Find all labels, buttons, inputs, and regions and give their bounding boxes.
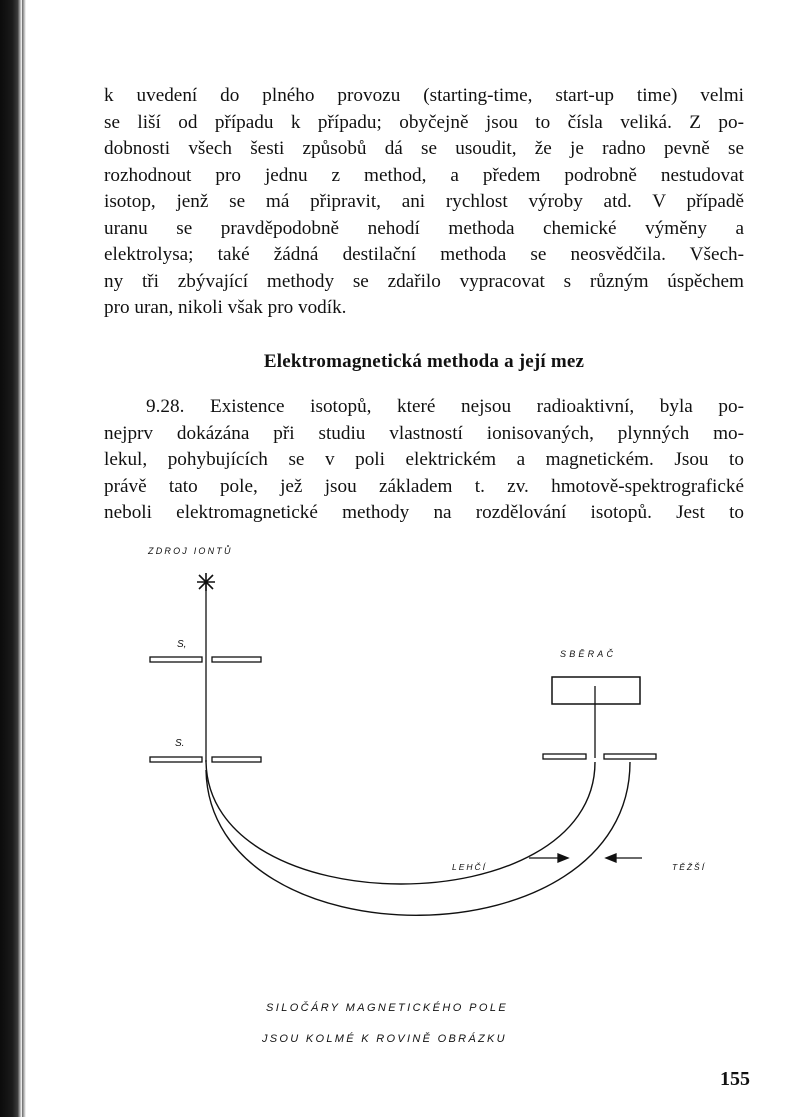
slit-2-label: S.	[175, 738, 185, 749]
slit-1-left-plate	[150, 657, 202, 662]
heavier-ion-trajectory	[206, 762, 630, 915]
text-line: elektrolysa; také žádná destilační methoda se neosvědčila. Všech-	[104, 244, 744, 265]
text-line: rozhodnout pro jednu z method, a předem podrobně nestudovat	[104, 164, 744, 186]
heavier-label: TĚŽŠÍ	[672, 862, 707, 872]
lighter-ion-trajectory	[206, 760, 595, 884]
text-line: dobnosti všech šesti způsobů dá se usoudit, že je radno pevně se	[104, 138, 744, 159]
text-line: uranu se pravděpodobně nehodí methoda chemické výměny a	[104, 217, 744, 239]
text-line: ny tři zbývající methody se zdařilo vypracovat s různým úspěchem	[104, 270, 744, 292]
section-heading: Elektromagnetická methoda a její mez	[263, 351, 585, 372]
collector-right-plate	[604, 754, 656, 759]
ion-source-label: ZDROJ IONTŮ	[148, 546, 233, 556]
text-line: 9.28. Existence isotopů, které nejsou radioaktivní, byla po-	[146, 396, 744, 417]
text-line: lekul, pohybujících se v poli elektrickém a magnetickém. Jsou to	[104, 449, 744, 470]
text-line: isotop, jenž se má připravit, ani rychlost výroby atd. V případě	[104, 191, 744, 212]
collector-box	[552, 677, 640, 704]
collector-left-plate	[543, 754, 586, 759]
heavier-arrow	[606, 854, 642, 862]
text-line: pro uran, nikoli však pro vodík.	[104, 297, 347, 318]
slit-2-right-plate	[212, 757, 261, 762]
text-line: právě tato pole, jež jsou základem t. zv. hmotově-spektrografické	[104, 475, 744, 497]
slit-1-right-plate	[212, 657, 261, 662]
lighter-label: LEHČÍ	[452, 862, 488, 872]
text-line: se liší od případu k případu; obyčejně jsou to čísla veliká. Z po-	[104, 111, 744, 133]
text-line: k uvedení do plného provozu (starting-time, start-up time) velmi	[104, 85, 744, 106]
text-line: neboli elektromagnetické methody na rozdělování isotopů. Jest to	[104, 502, 744, 523]
slit-1-label: S,	[177, 639, 187, 650]
caption-line-2: JSOU KOLMÉ K ROVINĚ OBRÁZKU	[262, 1033, 507, 1045]
slit-2-left-plate	[150, 757, 202, 762]
caption-line-1: SILOČÁRY MAGNETICKÉHO POLE	[266, 1002, 509, 1014]
lighter-arrow	[529, 854, 568, 862]
collector-label: SBĚRAČ	[560, 649, 617, 659]
text-line: nejprv dokázána při studiu vlastností ionisovaných, plynných mo-	[104, 422, 744, 444]
page-number: 155	[720, 1068, 750, 1090]
